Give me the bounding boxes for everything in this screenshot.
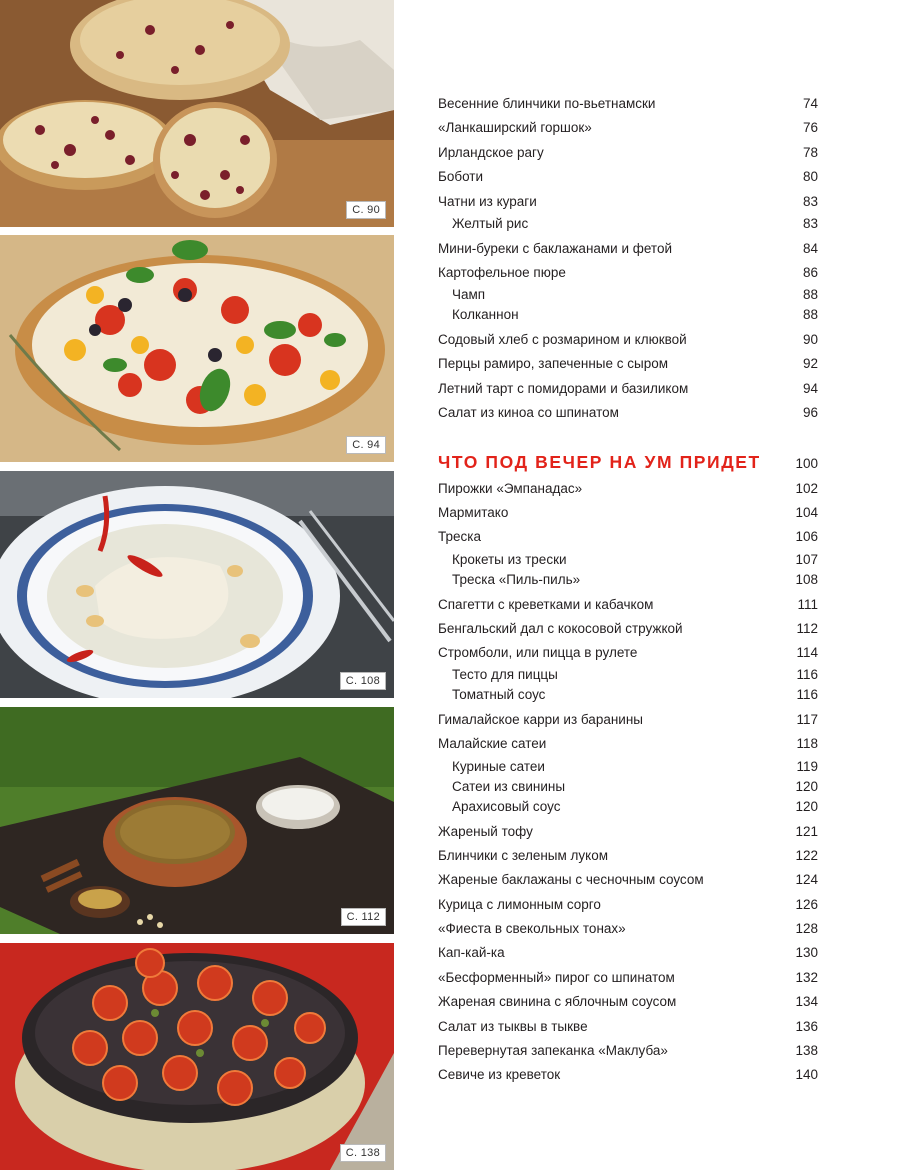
toc-entry-title: Стромболи, или пицца в рулете (438, 645, 638, 661)
toc-entry-page: 114 (796, 645, 818, 661)
toc-entry[interactable] (438, 116, 818, 140)
toc-entry-title: Севиче из креветок (438, 1067, 561, 1083)
toc-entry-page: 134 (795, 994, 818, 1010)
toc-entry-title: Перцы рамиро, запеченные с сыром (438, 356, 668, 372)
toc-entry-page: 104 (795, 504, 818, 520)
toc-entry-title: Картофельное пюре (438, 264, 566, 280)
toc-entry-page: 128 (795, 921, 818, 937)
toc-entry-page: 80 (802, 169, 818, 185)
toc-entry[interactable] (438, 525, 818, 549)
toc-entry-title: Колканнон (452, 307, 519, 323)
toc-entry-page: 111 (797, 596, 818, 612)
toc-entry-page: 118 (796, 736, 818, 752)
toc-entry-page: 88 (802, 307, 818, 323)
toc-entry[interactable] (438, 190, 818, 214)
toc-entry-page: 84 (802, 240, 818, 256)
toc-entry-title: Содовый хлеб с розмарином и клюквой (438, 332, 687, 348)
photo-page-ref: С. 138 (340, 1144, 386, 1162)
toc-entry[interactable] (438, 732, 818, 756)
toc-entry-title: Спагетти с креветками и кабачком (438, 596, 654, 612)
toc-subentry[interactable] (438, 797, 818, 817)
toc-entry-page: 88 (802, 287, 818, 303)
toc-entry-title: Чатни из кураги (438, 193, 537, 209)
photo-page-ref: С. 90 (346, 201, 386, 219)
toc-entry-page: 92 (802, 356, 818, 372)
photo-page-ref: С. 94 (346, 436, 386, 454)
toc-entry-page: 122 (795, 847, 818, 863)
toc-entry-page: 121 (795, 823, 818, 839)
toc-entry-title: Перевернутая запеканка «Маклуба» (438, 1042, 668, 1058)
toc-subentry[interactable] (438, 305, 818, 325)
toc-entry-page: 126 (795, 896, 818, 912)
toc-entry[interactable] (438, 141, 818, 165)
toc-entry-title: Летний тарт с помидорами и базиликом (438, 380, 689, 396)
toc-entry-title: Треска (438, 529, 481, 545)
toc-entry[interactable] (438, 377, 818, 401)
toc-entry[interactable] (438, 590, 818, 617)
toc-entry-title: Жареная свинина с яблочным соусом (438, 994, 677, 1010)
toc-entry[interactable] (438, 325, 818, 352)
toc-entry-page: 116 (796, 687, 818, 703)
toc-entry-title: Желтый рис (452, 215, 529, 231)
toc-entry-title: Жареный тофу (438, 823, 533, 839)
toc-entry[interactable] (438, 941, 818, 965)
toc-entry-title: «Фиеста в свекольных тонах» (438, 921, 626, 937)
toc-entry-page: 83 (802, 215, 818, 231)
toc-entry[interactable] (438, 352, 818, 376)
toc-entry[interactable] (438, 844, 818, 868)
toc-entry[interactable] (438, 917, 818, 941)
section-title: ЧТО ПОД ВЕЧЕР НА УМ ПРИДЕТ (438, 451, 761, 472)
toc-entry-page: 108 (795, 571, 818, 587)
toc-entry[interactable] (438, 817, 818, 844)
section-heading-row[interactable] (438, 448, 818, 477)
toc-entry[interactable] (438, 617, 818, 641)
toc-entry-page: 78 (802, 144, 818, 160)
toc-entry-title: Гималайское карри из баранины (438, 712, 643, 728)
toc-entry[interactable] (438, 234, 818, 261)
toc-entry-page: 107 (795, 551, 818, 567)
photo-page-ref: С. 108 (340, 672, 386, 690)
toc-entry-title: Мини-бурeки с баклажанами и фетой (438, 240, 673, 256)
maqluba-photo (0, 943, 394, 1170)
toc-entry-title: Арахисовый соус (452, 798, 561, 814)
toc-entry-page: 120 (795, 798, 818, 814)
toc-entry-page: 132 (795, 969, 818, 985)
bread-photo (0, 0, 394, 227)
photo-column (0, 0, 394, 1170)
toc-entry-title: Треска «Пиль-пиль» (452, 571, 581, 587)
toc-subentry[interactable] (438, 570, 818, 590)
toc-entry-title: Жареные баклажаны с чесночным соусом (438, 872, 704, 888)
toc-entry[interactable] (438, 401, 818, 425)
toc-entry[interactable] (438, 1063, 818, 1087)
toc-entry-page: 140 (795, 1067, 818, 1083)
toc-entry-title: Салат из тыквы в тыкве (438, 1018, 588, 1034)
photo-page-ref: С. 112 (341, 908, 386, 926)
toc-entry[interactable] (438, 92, 818, 116)
toc-entry-title: Малайские сатеи (438, 736, 547, 752)
toc-entry-page: 96 (802, 405, 818, 421)
toc-entry-title: Боботи (438, 169, 484, 185)
toc-entry[interactable] (438, 477, 818, 501)
toc-entry-page: 116 (796, 667, 818, 683)
toc-subentry[interactable] (438, 665, 818, 685)
toc-entry-title: Весенние блинчики по-вьетнамски (438, 96, 656, 111)
cod-plate-photo (0, 471, 394, 698)
toc-entry-title: Курица с лимонным сорго (438, 896, 601, 912)
toc-entry[interactable] (438, 165, 818, 189)
toc-entry[interactable] (438, 641, 818, 665)
toc-entry-page: 120 (795, 778, 818, 794)
toc-entry-page: 119 (796, 758, 818, 774)
toc-entry-page: 74 (802, 96, 818, 111)
toc-entry-title: Пирожки «Эмпанадас» (438, 480, 583, 496)
tart-photo (0, 235, 394, 462)
toc-entry-page: 86 (802, 264, 818, 280)
toc-entry-page: 124 (795, 872, 818, 888)
toc-subentry[interactable] (438, 285, 818, 305)
toc-entry-title: Томатный соус (452, 687, 546, 703)
toc-entry-title: Кап-кай-ка (438, 945, 505, 961)
toc-subentry[interactable] (438, 777, 818, 797)
toc-entry-title: «Ланкаширский горшок» (438, 120, 592, 136)
section-page: 100 (795, 455, 818, 471)
toc-entry-page: 112 (796, 620, 818, 636)
toc-entry-title: Тесто для пиццы (452, 667, 558, 683)
toc-entry-page: 117 (796, 712, 818, 728)
toc-entry[interactable] (438, 966, 818, 990)
toc-entry-title: Крокеты из трески (452, 551, 567, 567)
toc-subentry[interactable] (438, 550, 818, 570)
toc-entry[interactable] (438, 1039, 818, 1063)
toc-entry-page: 83 (802, 193, 818, 209)
toc-entry-page: 90 (802, 332, 818, 348)
toc-entry-title: Ирландское рагу (438, 144, 544, 160)
toc-entry[interactable] (438, 990, 818, 1014)
toc-entry-title: Бенгальский дал с кокосовой стружкой (438, 620, 683, 636)
toc-entry[interactable] (438, 705, 818, 732)
toc-entry-page: 138 (795, 1042, 818, 1058)
toc-entry[interactable] (438, 868, 818, 892)
toc-entry-title: «Бесформенный» пирог со шпинатом (438, 969, 675, 985)
table-of-contents (438, 92, 818, 1088)
toc-entry[interactable] (438, 501, 818, 525)
toc-entry-page: 136 (795, 1018, 818, 1034)
toc-list-part1 (438, 92, 818, 426)
toc-list-part2 (438, 477, 818, 1088)
toc-entry-page: 102 (795, 480, 818, 496)
toc-entry-page: 76 (802, 120, 818, 136)
toc-entry-title: Блинчики с зеленым луком (438, 847, 609, 863)
toc-entry-page: 130 (795, 945, 818, 961)
toc-entry-page: 106 (795, 529, 818, 545)
dal-photo (0, 707, 394, 934)
toc-entry-page: 94 (802, 380, 818, 396)
toc-subentry[interactable] (438, 685, 818, 705)
toc-entry-title: Чамп (452, 287, 486, 303)
toc-entry[interactable] (438, 893, 818, 917)
toc-entry[interactable] (438, 1015, 818, 1039)
toc-entry-title: Салат из киноа со шпинатом (438, 405, 619, 421)
toc-entry-title: Сатеи из свинины (452, 778, 566, 794)
toc-entry[interactable] (438, 261, 818, 285)
toc-entry-title: Мармитако (438, 504, 509, 520)
toc-subentry[interactable] (438, 757, 818, 777)
toc-subentry[interactable] (438, 214, 818, 234)
toc-entry-title: Куриные сатеи (452, 758, 545, 774)
